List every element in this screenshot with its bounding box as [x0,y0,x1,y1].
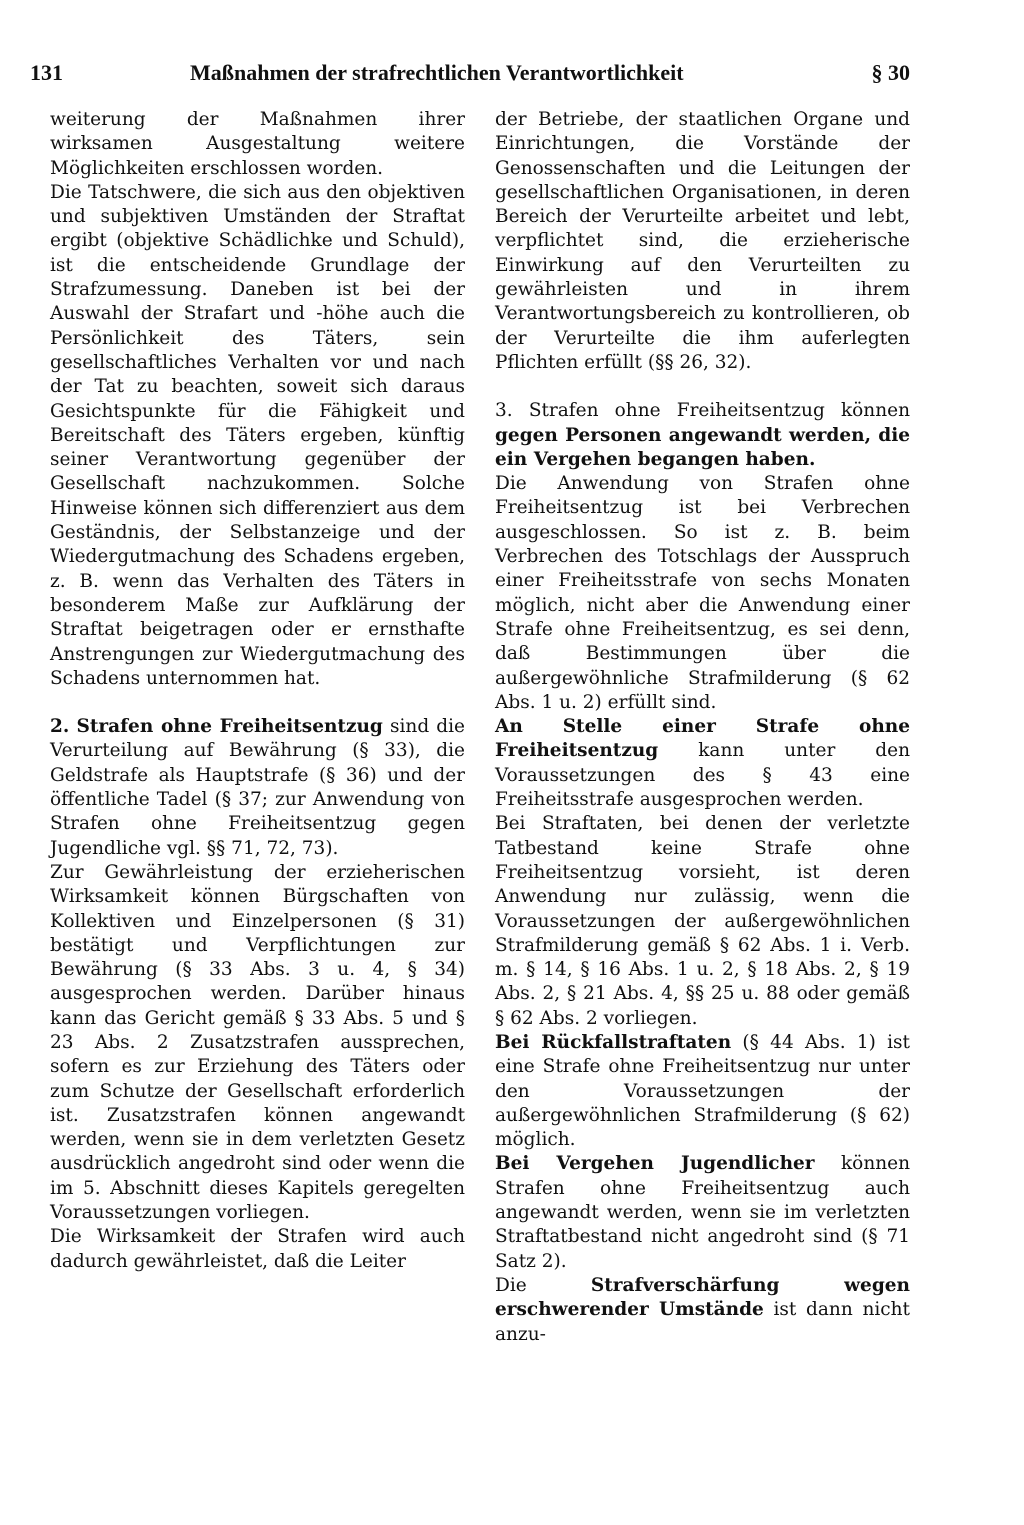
bold-heading: gegen Personen angewandt werden, die ein Vergehen begangen haben. [495,424,910,470]
paragraph [495,399,910,472]
bold-heading: Bei Rückfallstraftaten [495,1031,732,1053]
paragraph [50,715,465,861]
section-number: § 30 [871,60,910,85]
paragraph: Die Tatschwere, die sich aus den objektiven und subjektiven Umständen der Straftat ergibt (objektive Schädlichke und Schuld), ist die entscheidende Grundlage der Strafzumessung. Daneben ist bei der Auswahl der Strafart und -höhe auch die Persönlichkeit des Täters, sein gesellschaftliches Verhalten vor und nach der Tat zu beachten, soweit sich daraus Gesichtspunkte für die Fähigkeit und Bereitschaft des Täters ergeben, künftig seiner Verantwortung gegenüber der Gesellschaft nachzukommen. Solche Hinweise können sich differenziert aus dem Geständnis, der Selbstanzeige und der Wiedergutmachung des Schadens ergeben, z. B. wenn das Verhalten des Täters in besonderem Maße zur Aufklärung der Straftat beigetragen oder er ernsthafte Anstrengungen zur Wiedergutmachung des Schadens unternommen hat. [50,181,465,689]
paragraph-text: kann unter den Voraussetzungen des § 43 eine Freiheitsstrafe ausgesprochen werden. [495,740,910,811]
paragraph [495,1152,910,1273]
paragraph-text: können Strafen ohne Freiheitsentzug auch angewandt werden, wenn sie im verletzten Straftatbestand nicht angedroht sind (§ 71 Satz 2). [495,1153,911,1272]
bold-heading: Bei Vergehen Jugendlicher [495,1153,815,1175]
paragraph-text: sind die Verurteilung auf Bewährung (§ 33), die Geldstrafe als Hauptstrafe (§ 36) und der öffentliche Tadel (§ 37; zur Anwendung von Strafen ohne Freiheitsentzug gegen Jugendliche vgl. §§ 71, 72, 73). [50,716,465,859]
paragraph: der Betriebe, der staatlichen Organe und Einrichtungen, die Vorstände der Genossenschaften und die Leitungen der gesellschaftlichen Organisationen, in deren Bereich der Verurteilte arbeitet und lebt, verpflichtet sind, die erzieherische Einwirkung auf den Verurteilten zu gewährleisten und in ihrem Verantwortungsbereich zu kontrollieren, ob der Verurteilte die ihm auferlegten Pflichten erfüllt (§§ 26, 32). [495,109,910,373]
paragraph-text: (§ 44 Abs. 1) ist eine Strafe ohne Freiheitsentzug nur unter den Voraussetzungen der außergewöhnlichen Strafmilderung (§ 62) möglich. [495,1031,910,1151]
bold-heading: An Stelle einer Strafe ohne Freiheitsentzug [495,716,910,762]
paragraph-text: Die [495,1274,591,1296]
paragraph [495,715,910,812]
paragraph [495,1031,910,1152]
paragraph: Zur Gewährleistung der erzieherischen Wirksamkeit können Bürgschaften von Kollektiven und Einzelpersonen (§ 31) bestätigt und Verpflichtungen zur Bewährung (§ 33 Abs. 3 u. 4, § 34) ausgesprochen werden. Darüber hinaus kann das Gericht gemäß § 33 Abs. 5 und § 23 Abs. 2 Zusatzstrafen aussprechen, sofern es zur Erziehung des Täters oder zum Schutze der Gesellschaft erforderlich ist. Zusatzstrafen können angewandt werden, wenn sie in dem verletzten Gesetz ausdrücklich angedroht sind oder wenn die im 5. Abschnitt dieses Kapitels geregelten Voraussetzungen vorliegen. [50,861,465,1224]
item-number: 3. [495,400,513,422]
paragraph: Die Anwendung von Strafen ohne Freiheitsentzug ist bei Verbrechen ausgeschlossen. So ist z. B. beim Verbrechen des Totschlags der Ausspruch einer Freiheitsstrafe von sechs Monaten möglich, nicht aber die Anwendung einer Strafe ohne Freiheitsentzug, es sei denn, daß Bestimmungen über die außergewöhnliche Strafmilderung (§ 62 Abs. 1 u. 2) erfüllt sind. [495,473,910,713]
right-column [495,108,910,1347]
page-title: Maßnahmen der strafrechtlichen Verantwortlichkeit [190,60,684,85]
paragraph [495,1274,910,1347]
paragraph: weiterung der Maßnahmen ihrer wirksamen Ausgestaltung weitere Möglichkeiten erschlossen worden. [50,109,465,179]
page-header [30,60,910,96]
bold-heading: Strafverschärfung wegen erschwerender Umstände [495,1274,910,1321]
left-column [50,108,465,1274]
paragraph: Bei Straftaten, bei denen der verletzte Tatbestand keine Strafe ohne Freiheitsentzug vorsieht, ist deren Anwendung nur zulässig, wenn die Voraussetzungen der außergewöhnlichen Strafmilderung gemäß § 62 Abs. 1 i. Verb. m. § 14, § 16 Abs. 1 u. 2, § 18 Abs. 2, § 19 Abs. 2, § 21 Abs. 4, §§ 25 u. 88 oder gemäß § 62 Abs. 2 vorliegen. [495,813,910,1029]
item-number: 2. [50,716,70,738]
bold-heading: Strafen ohne Freiheitsentzug [76,716,383,738]
page-number: 131 [30,60,63,85]
paragraph-text: ist dann nicht anzu- [495,1299,910,1345]
paragraph: Die Wirksamkeit der Strafen wird auch dadurch gewährleistet, daß die Leiter [50,1226,465,1272]
paragraph-text: Strafen ohne Freiheitsentzug können [512,400,910,422]
